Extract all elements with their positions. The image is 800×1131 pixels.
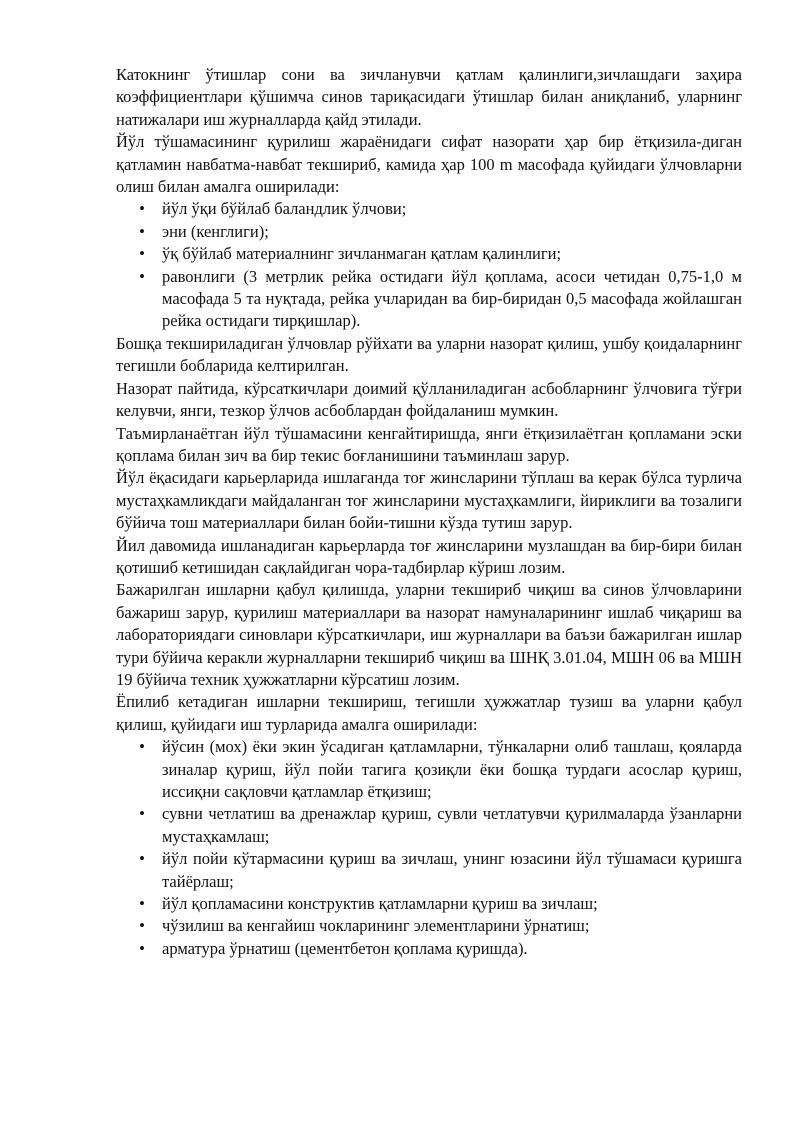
document-page: [116, 64, 742, 960]
paragraph-compaction: Катокнинг ўтишлар сони ва зичланувчи қатлам қалинлиги,зичлашдаги заҳира коэффициентлари қўшимча синов тариқасидаги ўтишлар билан аниқланиб, уларнинг натижалари иш журналларда қайд этилади.: [116, 65, 742, 129]
paragraph-freezing: Йил давомида ишланадиган карьерларда тоғ жинсларини музлашдан ва бир-бири билан қотишиб кетишидан сақлайдиган чора-тадбирлар кўриш лозим.: [116, 535, 742, 577]
bullet-icon: •: [139, 221, 145, 241]
paragraph-instruments: Назорат пайтида, кўрсаткичлари доимий қўлланиладиган асбобларнинг ўлчовига тўғри келувчи, янги, тезкор ўлчов асбоблардан фойдаланиш мумкин.: [116, 378, 742, 421]
list-item: • арматура ўрнатиш (цементбетон қоплама қуришда).: [116, 938, 742, 960]
paragraph-widening: Таъмирланаётган йўл тўшамасини кенгайтиришда, янги ётқизилаётган қопламани эски қоплама билан зич ва бир текис боғланишини таъминлаш зарур.: [116, 423, 742, 465]
bullet-icon: •: [139, 938, 145, 958]
list-item: • сувни четлатиш ва дренажлар қуриш, сувли четлатувчи қурилмаларда ўзанларни мустаҳкамлаш;: [116, 803, 742, 848]
paragraph-hidden-works: Ёпилиб кетадиган ишларни текшириш, тегишли ҳужжатлар тузиш ва уларни қабул қилиш, қуйидаги иш турларида амалга оширилади:: [116, 692, 742, 734]
hidden-works-list: [116, 736, 742, 960]
list-item: • равонлиги (3 метрлик рейка остидаги йўл қоплама, асоси четидан 0,75-1,0 м масофада 5 та нуқтада, рейка учларидан ва бир-биридан 0,5 масофада жойлашган рейка остидаги тирқишлар).: [116, 266, 742, 333]
bullet-icon: •: [139, 916, 145, 936]
list-item: • чўзилиш ва кенгайиш чокларининг элементларини ўрнатиш;: [116, 915, 742, 937]
bullet-icon: •: [139, 849, 145, 869]
list-item: • эни (кенглиги);: [116, 221, 742, 243]
list-item: • йўл ўқи бўйлаб баландлик ўлчови;: [116, 198, 742, 220]
paragraph-acceptance: Бажарилган ишларни қабул қилишда, уларни текшириб чиқиш ва синов ўлчовларини бажариш зарур, қурилиш материаллари ва назорат намуналарининг ишлаб чиқариш ва лабораториядаги синовлари кўрсаткичлари, иш журналлари ва баъзи бажарилган ишлар тури бўйича керакли журналларни текшириб чиқиш ва ШНҚ 3.01.04, МШН 06 ва МШН 19 бўйича техник ҳужжатларни кўрсатиш лозим.: [116, 580, 742, 689]
bullet-icon: •: [139, 266, 145, 286]
bullet-icon: •: [139, 199, 145, 219]
list-item: • ўқ бўйлаб материалнинг зичланмаган қатлам қалинлиги;: [116, 243, 742, 265]
bullet-icon: •: [139, 894, 145, 914]
measurement-list: [116, 198, 742, 332]
bullet-icon: •: [139, 244, 145, 264]
list-item: • йўсин (мох) ёки экин ўсадиган қатламларни, тўнкаларни олиб ташлаш, қояларда зиналар қуриш, йўл пойи тагига қозиқли ёки бошқа турдаги асослар қуриш, иссиқни сақловчи қатламлар ётқизиш;: [116, 736, 742, 803]
bullet-icon: •: [139, 737, 145, 757]
list-item: • йўл қопламасини конструктив қатламларни қуриш ва зичлаш;: [116, 893, 742, 915]
paragraph-quarries: Йўл ёқасидаги карьерларида ишлаганда тоғ жинсларини тўплаш ва керак бўлса турлича мустаҳкамликдаги майдаланган тоғ жинсларини мустаҳкамлиги, йириклиги ва тозалиги бўйича тош материаллари билан бойи-тишни кўзда тутиш зарур.: [116, 468, 742, 533]
list-item: • йўл пойи кўтармасини қуриш ва зичлаш, унинг юзасини йўл тўшамаси қуришга тайёрлаш;: [116, 848, 742, 893]
paragraph-other-measurements: Бошқа текшириладиган ўлчовлар рўйхати ва уларни назорат қилиш, ушбу қоидаларнинг тегишли бобларида келтирилган.: [116, 333, 742, 376]
paragraph-quality-control: Йўл тўшамасининг қурилиш жараёнидаги сифат назорати ҳар бир ётқизила-диган қатламин навбатма-навбат текшириб, камида ҳар 100 m масофада қуйидаги ўлчовларни олиш билан амалга оширилади:: [116, 132, 742, 197]
bullet-icon: •: [139, 804, 145, 824]
